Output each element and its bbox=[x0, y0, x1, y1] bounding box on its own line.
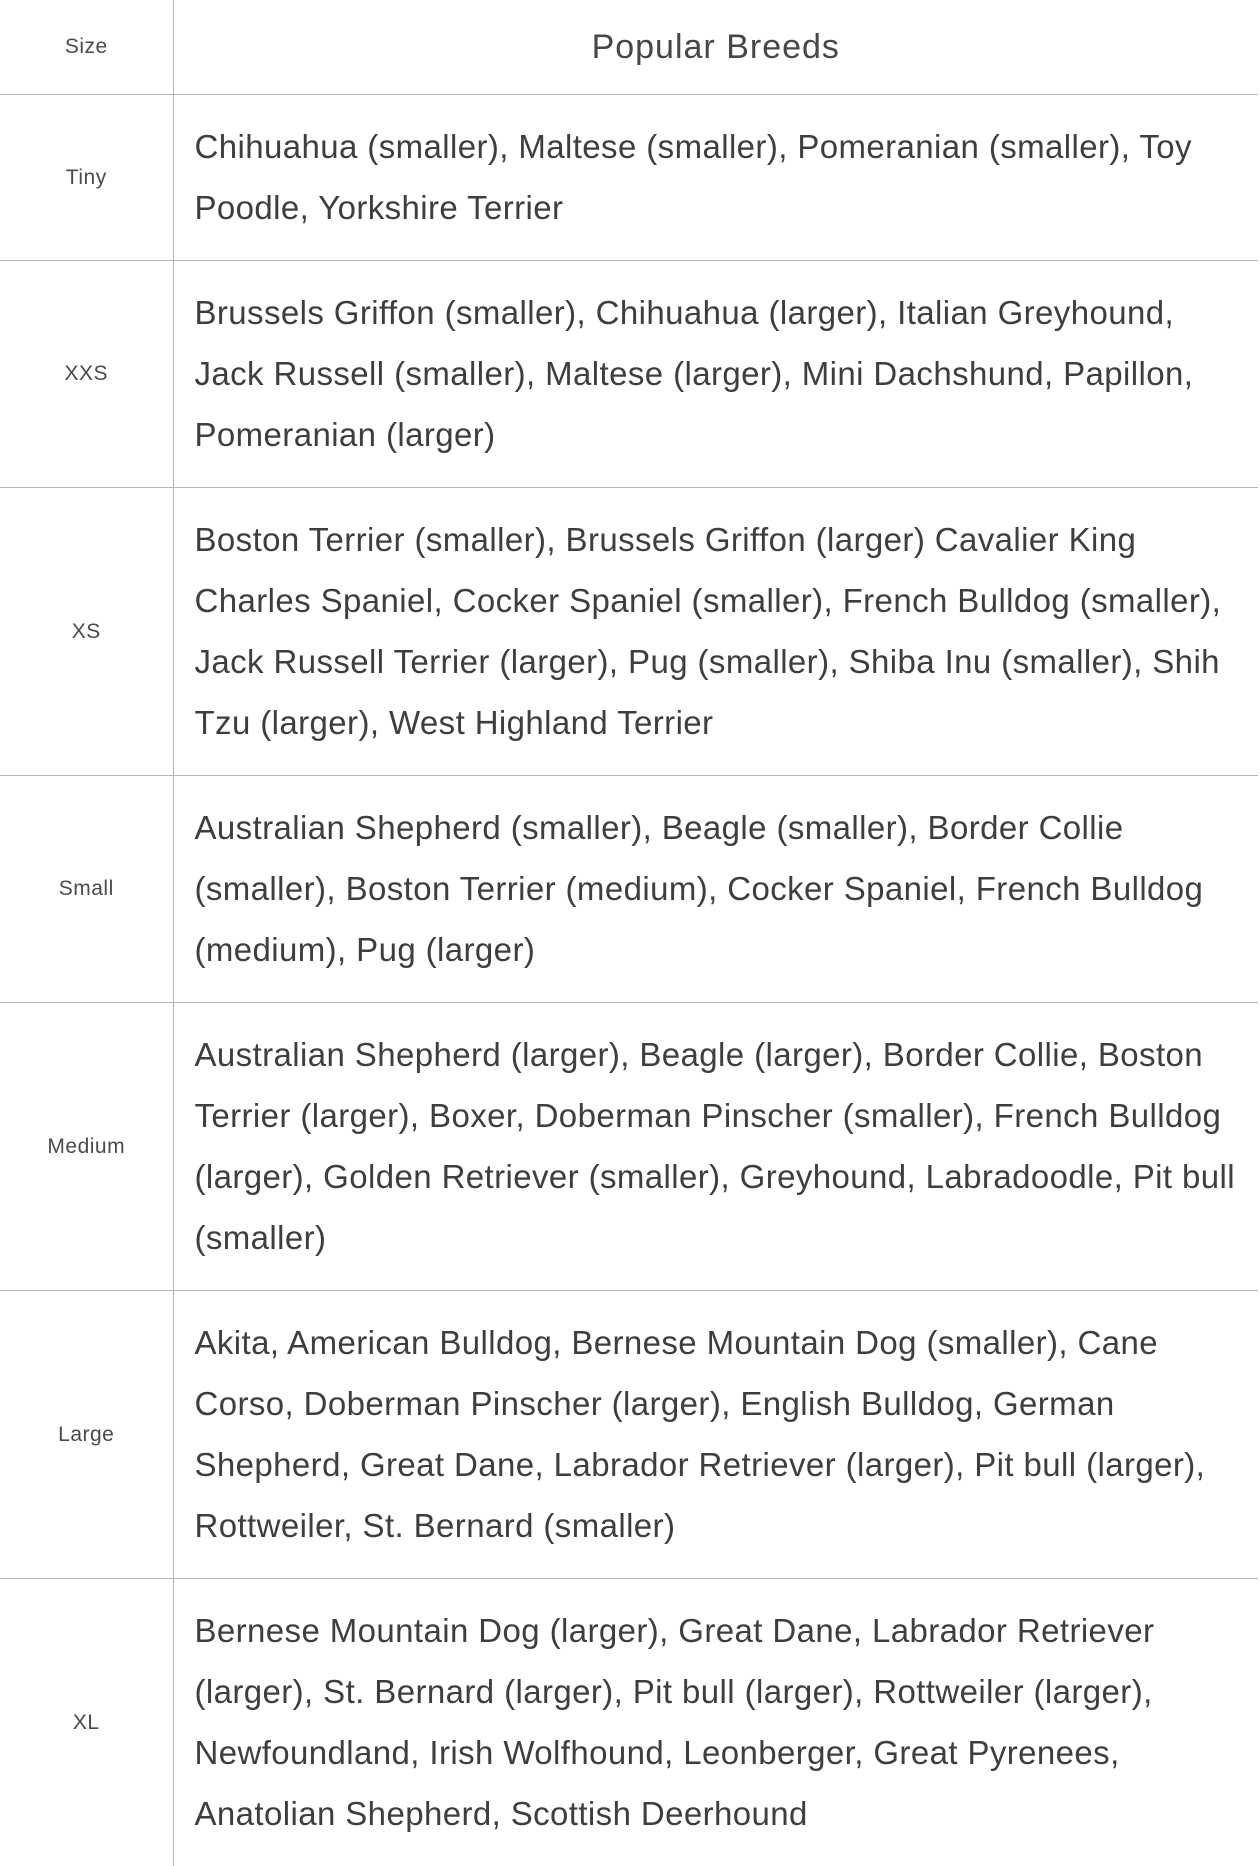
table-row bbox=[0, 1579, 1258, 1866]
table-row bbox=[0, 1003, 1258, 1291]
size-cell: XS bbox=[0, 488, 173, 776]
breeds-cell: Chihuahua (smaller), Maltese (smaller), Pomeranian (smaller), Toy Poodle, Yorkshire Terrier bbox=[173, 95, 1258, 261]
breeds-cell: Australian Shepherd (smaller), Beagle (smaller), Border Collie (smaller), Boston Terrier (medium), Cocker Spaniel, French Bulldog (medium), Pug (larger) bbox=[173, 776, 1258, 1003]
table-row bbox=[0, 95, 1258, 261]
table-row bbox=[0, 1291, 1258, 1579]
breeds-cell: Bernese Mountain Dog (larger), Great Dane, Labrador Retriever (larger), St. Bernard (larger), Pit bull (larger), Rottweiler (larger), Newfoundland, Irish Wolfhound, Leonberger, Great Pyrenees, Anatolian Shepherd, Scottish Deerhound bbox=[173, 1579, 1258, 1866]
breeds-cell: Boston Terrier (smaller), Brussels Griffon (larger) Cavalier King Charles Spaniel, Cocker Spaniel (smaller), French Bulldog (smaller), Jack Russell Terrier (larger), Pug (smaller), Shiba Inu (smaller), Shih Tzu (larger), West Highland Terrier bbox=[173, 488, 1258, 776]
size-cell: Medium bbox=[0, 1003, 173, 1291]
size-cell: XXS bbox=[0, 261, 173, 488]
table-row bbox=[0, 776, 1258, 1003]
breeds-cell: Australian Shepherd (larger), Beagle (larger), Border Collie, Boston Terrier (larger), Boxer, Doberman Pinscher (smaller), French Bulldog (larger), Golden Retriever (smaller), Greyhound, Labradoodle, Pit bull (smaller) bbox=[173, 1003, 1258, 1291]
size-cell: Small bbox=[0, 776, 173, 1003]
size-cell: Large bbox=[0, 1291, 173, 1579]
table-row bbox=[0, 261, 1258, 488]
breeds-column-header: Popular Breeds bbox=[173, 0, 1258, 95]
size-cell: Tiny bbox=[0, 95, 173, 261]
table-row bbox=[0, 488, 1258, 776]
breeds-cell: Brussels Griffon (smaller), Chihuahua (larger), Italian Greyhound, Jack Russell (smaller), Maltese (larger), Mini Dachshund, Papillon, Pomeranian (larger) bbox=[173, 261, 1258, 488]
size-column-header: Size bbox=[0, 0, 173, 95]
table-header-row bbox=[0, 0, 1258, 95]
breeds-cell: Akita, American Bulldog, Bernese Mountain Dog (smaller), Cane Corso, Doberman Pinscher (larger), English Bulldog, German Shepherd, Great Dane, Labrador Retriever (larger), Pit bull (larger), Rottweiler, St. Bernard (smaller) bbox=[173, 1291, 1258, 1579]
size-cell: XL bbox=[0, 1579, 173, 1866]
